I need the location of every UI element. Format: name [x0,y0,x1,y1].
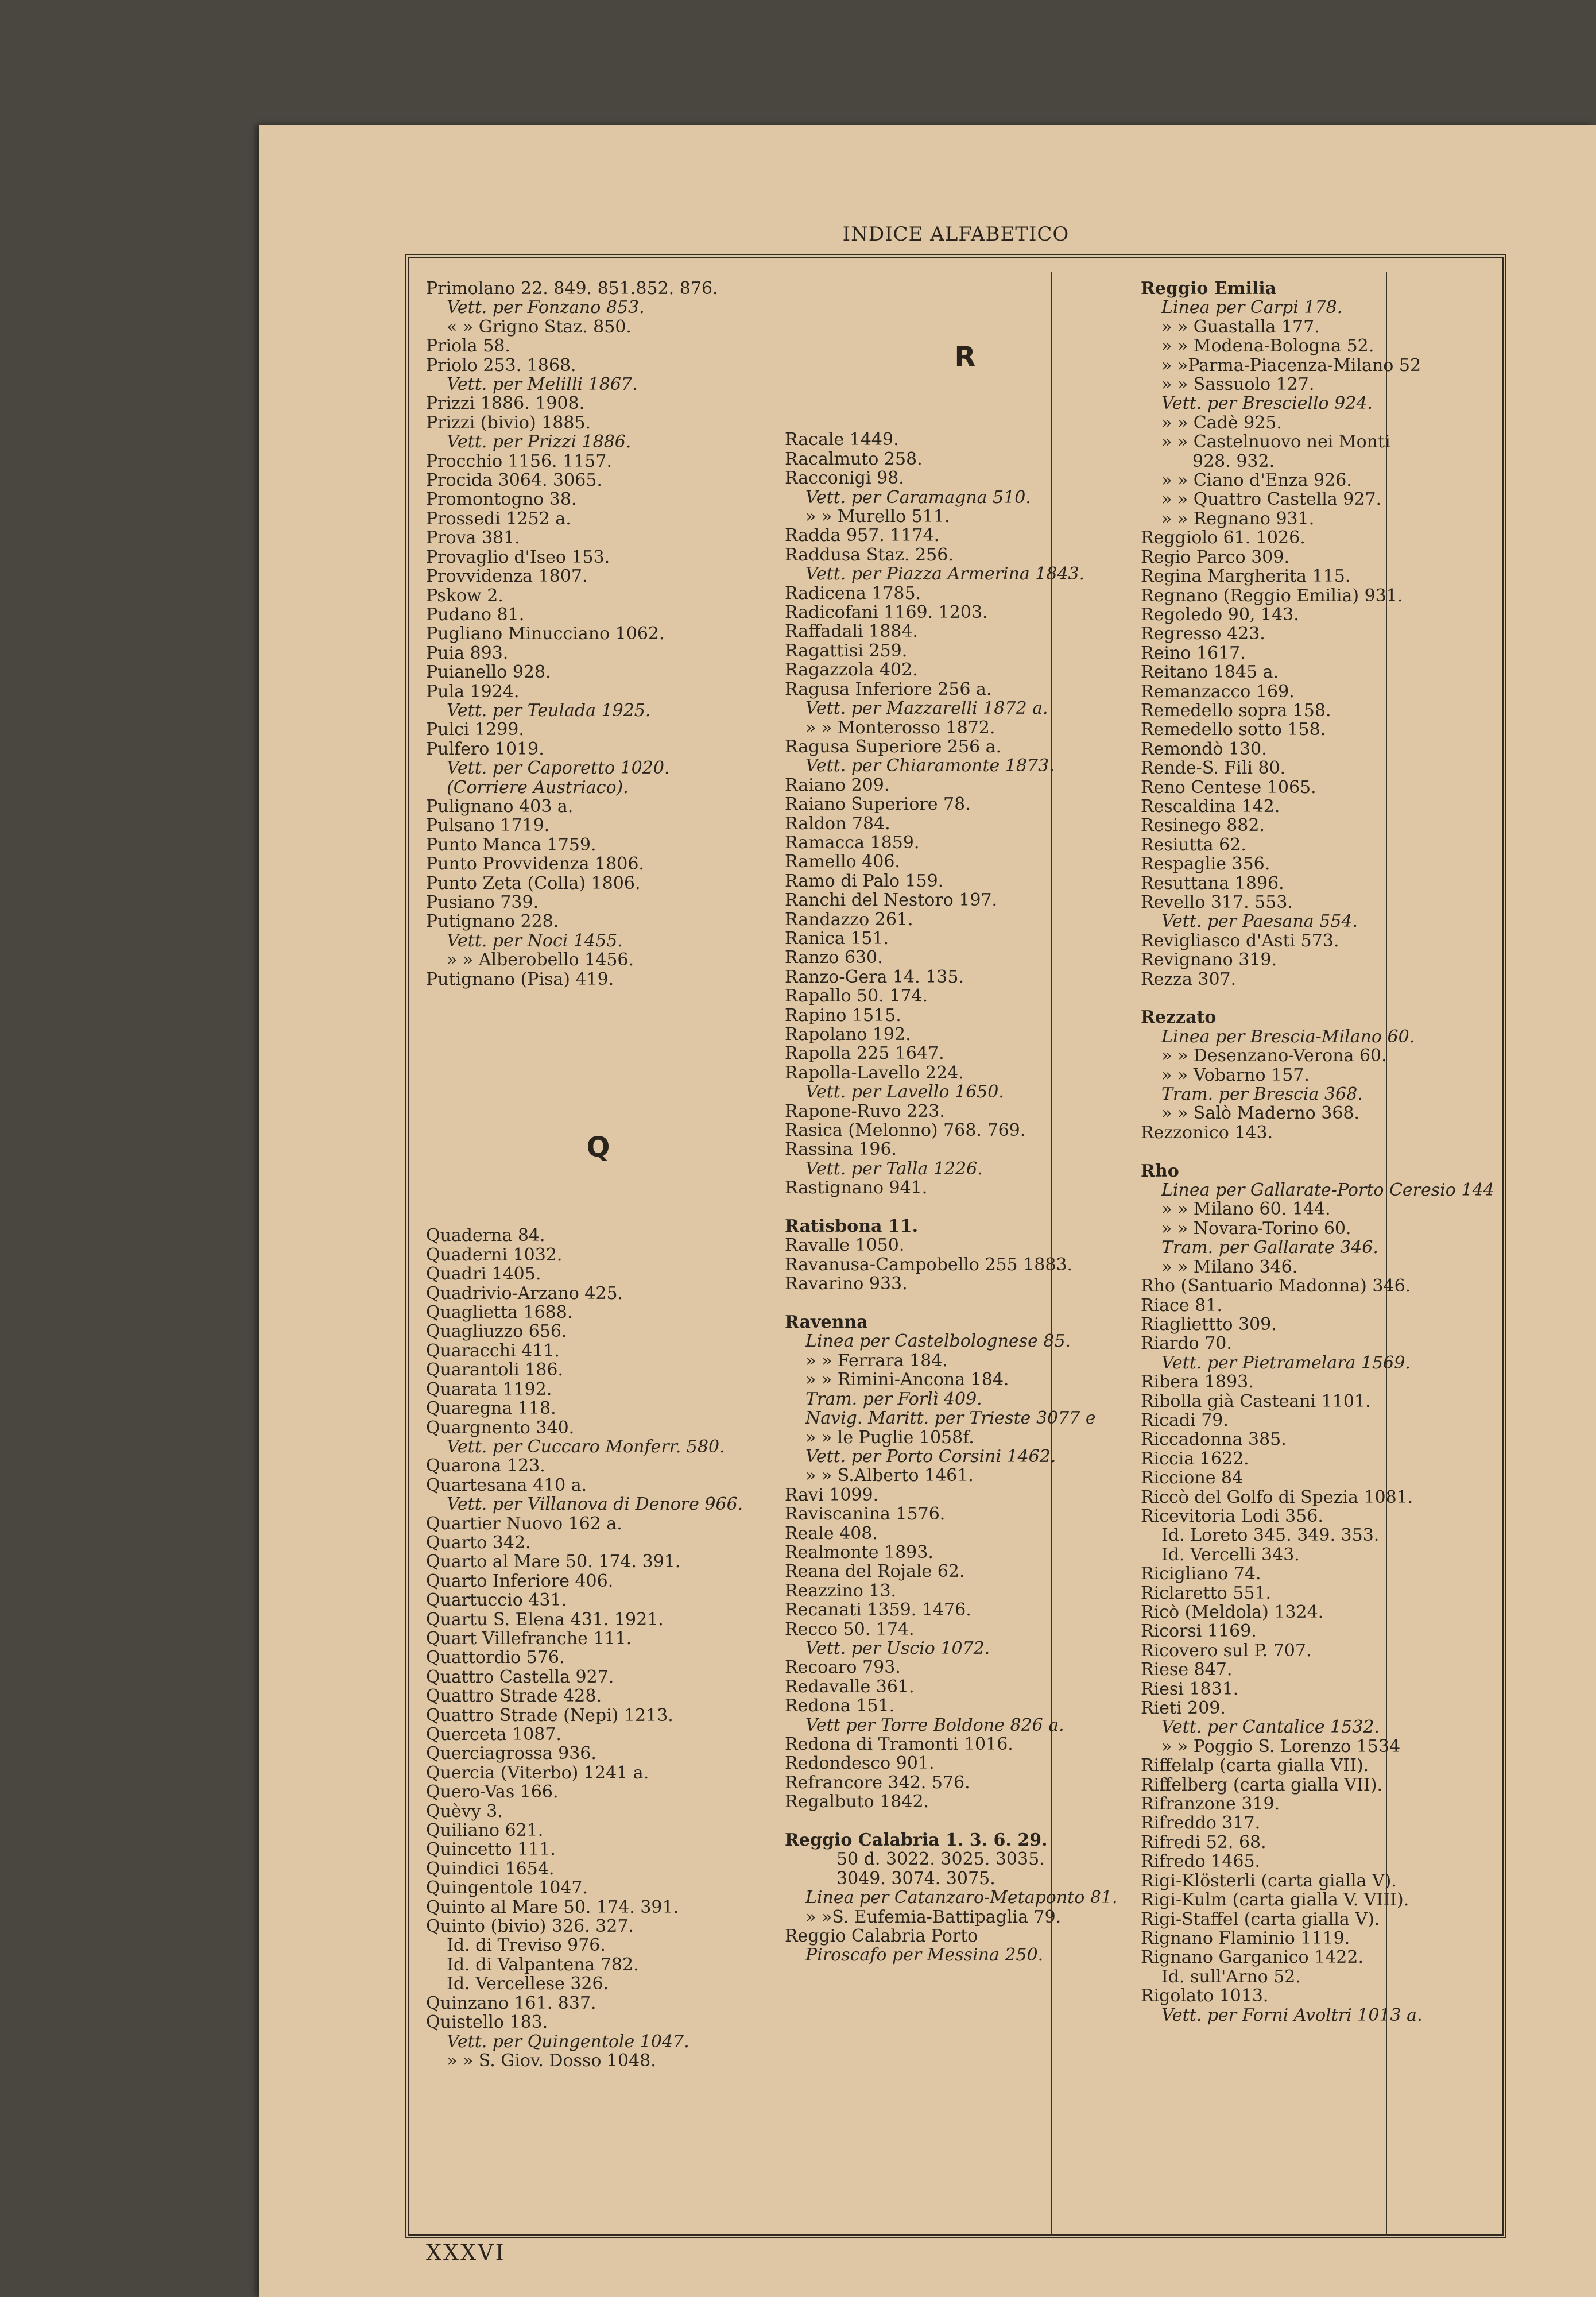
index-entry: Refrancore 342. 576. [785,1772,970,1793]
index-entry: » » Rimini-Ancona 184. [805,1370,1009,1390]
index-entry: Pugliano Minucciano 1062. [426,624,665,644]
index-entry: Vett. per Quingentole 1047. [447,2031,689,2052]
index-entry: Riclaretto 551. [1141,1583,1272,1603]
entries-re-ri [1141,279,1501,2025]
index-entry: Riagliettto 309. [1141,1314,1277,1335]
index-entry: Quinto al Mare 50. 174. 391. [426,1897,679,1917]
index-entry: Revigliasco d'Asti 573. [1141,930,1339,951]
index-entry: Provvidenza 1807. [426,566,588,587]
index-entry: Ricorsi 1169. [1141,1621,1257,1642]
index-entry: Quattro Castella 927. [426,1666,614,1687]
column-right [1141,279,1501,2232]
index-entry: Remedello sotto 158. [1141,720,1326,740]
index-entry: Rezza 307. [1141,969,1237,989]
index-entry: » » Monterosso 1872. [805,717,995,738]
index-entry: Reggio Emilia [1141,279,1277,299]
index-entry: Quartesana 410 a. [426,1475,587,1495]
index-entry: Regresso 423. [1141,624,1265,644]
index-entry: Rigi-Staffel (carta gialla V). [1141,1909,1380,1929]
index-entry: Pskow 2. [426,585,503,606]
index-entry: Quarona 123. [426,1456,545,1476]
index-entry: 928. 932. [1192,451,1275,471]
index-entry: Rende-S. Fili 80. [1141,758,1286,779]
index-entry: Riesi 1831. [1141,1679,1239,1699]
index-entry: « » Grigno Staz. 850. [447,316,632,337]
index-entry: Ricigliano 74. [1141,1564,1261,1584]
index-entry: Priolo 253. 1868. [426,355,576,376]
index-entry: Linea per Brescia-Milano 60. [1161,1026,1415,1047]
index-entry: Ranchi del Nestoro 197. [785,890,998,911]
index-entry: Ravanusa-Campobello 255 1883. [785,1254,1073,1275]
index-entry: Punto Manca 1759. [426,834,596,855]
index-entry: Vett. per Forni Avoltri 1013 a. [1161,2005,1423,2025]
index-entry: Rho (Santuario Madonna) 346. [1141,1276,1411,1297]
index-entry: Reino 1617. [1141,643,1246,663]
index-entry: Rastignano 941. [785,1178,928,1198]
index-entry: » » Desenzano-Verona 60. [1161,1046,1387,1066]
index-entry: Tram. per Gallarate 346. [1161,1238,1378,1258]
index-entry: Quarto Inferiore 406. [426,1571,614,1591]
index-entry: Reazzino 13. [785,1580,897,1601]
index-entry: Quiliano 621. [426,1820,544,1841]
index-entry: Rapino 1515. [785,1005,901,1026]
index-entry: Vett. per Caramagna 510. [805,487,1031,508]
index-entry: Ragusa Superiore 256 a. [785,736,1002,757]
index-entry: Vett. per Melilli 1867. [447,374,638,395]
index-entry: Ricevitoria Lodi 356. [1141,1506,1323,1526]
index-entry: Rapallo 50. 174. [785,986,928,1007]
index-entry: Pudano 81. [426,604,525,625]
index-entry: Quistello 183. [426,2012,548,2033]
index-entry: » » Salò Maderno 368. [1161,1103,1360,1124]
index-entry: Remedello sopra 158. [1141,700,1331,721]
index-entry: Raddusa Staz. 256. [785,544,954,565]
index-entry: Resinego 882. [1141,815,1265,836]
index-entry: Raldon 784. [785,813,890,834]
index-entry: Respaglie 356. [1141,854,1270,875]
index-entry: Regalbuto 1842. [785,1792,929,1812]
index-entry: Primolano 22. 849. 851.852. 876. [426,279,718,299]
index-entry: Prizzi 1886. 1908. [426,393,585,414]
index-entry: Vett. per Mazzarelli 1872 a. [805,698,1048,719]
index-entry: » » Quattro Castella 927. [1161,489,1382,510]
index-entry: Radicena 1785. [785,583,921,604]
index-entry: » » Modena-Bologna 52. [1161,336,1374,357]
index-entry: Rieti 209. [1141,1698,1226,1719]
index-entry: Revignano 319. [1141,950,1277,970]
index-entry: Quadri 1405. [426,1264,541,1285]
index-entry: Id. di Valpantena 782. [447,1954,639,1975]
index-entry: Quargnento 340. [426,1417,575,1438]
entries-r [785,430,1145,1965]
index-entry: Racalmuto 258. [785,448,923,469]
book-page [259,125,1596,2297]
index-entry: Ravalle 1050. [785,1235,905,1256]
index-entry: Vett. per Piazza Armerina 1843. [805,564,1085,585]
index-entry: Rezzonico 143. [1141,1122,1273,1143]
index-entry: » »S. Eufemia-Battipaglia 79. [805,1907,1062,1927]
index-entry: Resuttana 1896. [1141,873,1284,894]
index-entry: Quindici 1654. [426,1858,555,1879]
index-entry: Tram. per Forlì 409. [805,1389,982,1409]
index-entry: Rifredo 1465. [1141,1851,1261,1872]
index-entry: Racale 1449. [785,430,899,450]
index-entry: Ramacca 1859. [785,832,920,853]
index-entry: Vett. per Teulada 1925. [447,700,651,721]
index-entry: Ragattisi 259. [785,640,908,661]
index-entry: Vett. per Caporetto 1020. [447,758,670,779]
index-entry: Quattro Strade (Nepi) 1213. [426,1705,673,1726]
index-entry: Remanzacco 169. [1141,681,1295,702]
index-entry: Quartu S. Elena 431. 1921. [426,1609,664,1630]
index-entry: Regina Margherita 115. [1141,566,1351,587]
index-entry: » » Murello 511. [805,506,950,527]
column-left [426,279,770,2232]
index-entry: Raiano 209. [785,775,890,795]
index-entry: Vett. per Bresciello 924. [1161,393,1373,414]
index-entry: Rapolla 225 1647. [785,1043,944,1064]
index-entry: » » Sassuolo 127. [1161,374,1315,395]
index-entry: Reggiolo 61. 1026. [1141,528,1306,548]
index-entry: Rezzato [1141,1007,1217,1028]
index-entry: Pulignano 403 a. [426,796,574,817]
index-entry: Vett. per Pietramelara 1569. [1161,1352,1411,1373]
index-entry: Riardo 70. [1141,1333,1232,1354]
index-entry: » » Milano 346. [1161,1256,1298,1277]
index-entry: Raviscanina 1576. [785,1504,946,1525]
index-entry: Randazzo 261. [785,909,913,930]
index-entry: Linea per Catanzaro-Metaponto 81. [805,1888,1118,1908]
index-entry: » » Cadè 925. [1161,412,1282,433]
index-entry: Piroscafo per Messina 250. [805,1945,1044,1966]
entries-q [426,1226,770,2070]
index-entry: Quercia (Viterbo) 1241 a. [426,1762,649,1783]
index-entry: Pulsano 1719. [426,815,550,836]
index-entry: Riccione 84 [1141,1468,1244,1488]
index-entry: Redavalle 361. [785,1676,915,1697]
index-entry: Quartier Nuovo 162 a. [426,1513,622,1534]
index-entry: Linea per Carpi 178. [1161,297,1343,318]
index-entry: Regoledo 90, 143. [1141,604,1299,625]
index-entry: Vett. per Chiaramonte 1873. [805,756,1055,776]
index-entry: Rho [1141,1161,1179,1181]
index-entry: Reggio Calabria Porto [785,1926,978,1947]
index-entry: Vett. per Cuccaro Monferr. 580. [447,1436,725,1457]
index-entry: Id. di Treviso 976. [447,1935,606,1956]
index-entry: Radda 957. 1174. [785,525,940,546]
index-entry: Navig. Maritt. per Trieste 3077 e [805,1408,1096,1429]
index-entry: Vett. per Porto Corsini 1462. [805,1446,1056,1467]
index-entry: Prizzi (bivio) 1885. [426,412,591,433]
index-entry: Procchio 1156. 1157. [426,451,613,471]
index-entry: Prova 381. [426,528,520,548]
index-entry: Raffadali 1884. [785,621,919,642]
index-entry: » » Guastalla 177. [1161,316,1320,337]
index-entry: Rifredi 52. 68. [1141,1832,1266,1853]
index-entry: Putignano (Pisa) 419. [426,969,614,989]
index-entry: Ricadi 79. [1141,1410,1229,1430]
index-entry: Reggio Calabria 1. 3. 6. 29. [785,1830,1048,1851]
index-entry: Prossedi 1252 a. [426,508,571,529]
index-entry: Linea per Castelbolognese 85. [805,1331,1071,1352]
index-entry: Quinto (bivio) 326. 327. [426,1916,634,1937]
index-entry: Rigi-Kulm (carta gialla V. VIII). [1141,1890,1409,1911]
index-entry: Pusiano 739. [426,892,539,912]
index-entry: Quattro Strade 428. [426,1686,602,1707]
index-entry: Puianello 928. [426,662,551,683]
index-entry: Querceta 1087. [426,1724,561,1745]
index-entry: Regnano (Reggio Emilia) 931. [1141,585,1403,606]
index-entry: Ratisbona 11. [785,1216,919,1237]
index-entry: Redona 151. [785,1696,895,1716]
index-entry: 50 d. 3022. 3025. 3035. [836,1849,1045,1870]
index-entry: Rigolato 1013. [1141,1986,1269,2006]
index-entry: Riccia 1622. [1141,1448,1249,1469]
index-entry: » » Ciano d'Enza 926. [1161,470,1352,491]
index-entry: Rignano Garganico 1422. [1141,1947,1363,1968]
index-entry: Ranica 151. [785,928,889,949]
index-entry: Realmonte 1893. [785,1542,933,1563]
index-entry: » » S.Alberto 1461. [805,1465,974,1486]
index-entry: Priola 58. [426,336,510,357]
index-entry: Quadrivio-Arzano 425. [426,1283,623,1304]
page-header: INDICE ALFABETICO [842,223,1070,246]
index-entry: Ranzo 630. [785,948,883,968]
index-entry: Promontogno 38. [426,489,577,510]
index-entry: Vett. per Lavello 1650. [805,1082,1004,1103]
index-entry: Recoaro 793. [785,1657,901,1678]
index-entry: Raiano Superiore 78. [785,794,971,815]
index-entry: Puia 893. [426,643,509,663]
index-entry: Ricò (Meldola) 1324. [1141,1602,1324,1622]
index-entry: Quaderni 1032. [426,1244,563,1265]
index-entry: Riffelalp (carta gialla VII). [1141,1755,1369,1776]
index-entry: Rigi-Klösterli (carta gialla V). [1141,1870,1397,1891]
index-entry: Quattordio 576. [426,1648,565,1668]
index-entry: Rifranzone 319. [1141,1794,1280,1815]
index-entry: Quaregna 118. [426,1398,556,1419]
index-entry: Quartuccio 431. [426,1590,567,1611]
index-entry: Quaglietta 1688. [426,1302,573,1323]
index-entry: Ribolla già Casteani 1101. [1141,1391,1371,1412]
index-entry: » » Milano 60. 144. [1161,1199,1331,1220]
index-entry: Riccadonna 385. [1141,1429,1287,1450]
index-entry: Quero-Vas 166. [426,1782,559,1803]
index-entry: Vett. per Paesana 554. [1161,911,1358,932]
index-entry: Quincetto 111. [426,1839,556,1860]
entries-p [426,279,770,989]
index-entry: Ramo di Palo 159. [785,871,944,891]
index-entry: Pula 1924. [426,681,520,702]
section-letter-r: R [954,341,976,373]
index-entry: Rapolano 192. [785,1024,911,1045]
index-entry: Rifreddo 317. [1141,1813,1261,1834]
index-entry: Vett. per Noci 1455. [447,930,623,951]
index-entry: Vett per Torre Boldone 826 a. [805,1715,1064,1735]
index-entry: Ribera 1893. [1141,1372,1254,1393]
index-entry: Quinzano 161. 837. [426,1993,596,2013]
index-entry: Rassina 196. [785,1139,897,1160]
index-entry: (Corriere Austriaco). [447,777,629,798]
index-entry: Riace 81. [1141,1295,1222,1316]
index-entry: Querciagrossa 936. [426,1743,596,1764]
index-entry: Linea per Gallarate-Porto Ceresio 144 [1161,1180,1494,1201]
index-entry: Redondesco 901. [785,1753,935,1774]
page-number: XXXVI [426,2240,506,2265]
index-entry: » » Castelnuovo nei Monti [1161,432,1390,453]
index-entry: Vett. per Cantalice 1532. [1161,1717,1380,1738]
index-entry: Pulci 1299. [426,720,524,740]
index-entry: Ravi 1099. [785,1484,879,1505]
index-entry: Ramello 406. [785,852,900,872]
index-entry: Rignano Flaminio 1119. [1141,1928,1350,1948]
index-entry: Punto Provvidenza 1806. [426,854,644,875]
index-entry: » » Alberobello 1456. [447,950,634,970]
index-entry: Quarantoli 186. [426,1360,563,1380]
index-entry: Quingentole 1047. [426,1878,588,1898]
column-middle [785,279,1145,2232]
index-entry: Rasica (Melonno) 768. 769. [785,1120,1026,1141]
index-entry: Rapolla-Lavello 224. [785,1062,964,1083]
index-entry: Quarto 342. [426,1532,531,1553]
index-entry: Quarto al Mare 50. 174. 391. [426,1552,681,1572]
index-entry: Quaderna 84. [426,1225,545,1246]
index-entry: Quaracchi 411. [426,1340,560,1361]
index-entry: » » Regnano 931. [1161,508,1315,529]
index-entry: Vett. per Villanova di Denore 966. [447,1494,743,1515]
index-entry: » » Novara-Torino 60. [1161,1218,1351,1239]
index-entry: Putignano 228. [426,911,559,932]
index-entry: Provaglio d'Iseo 153. [426,547,610,567]
index-entry: Rapone-Ruvo 223. [785,1101,945,1122]
index-entry: » » Ferrara 184. [805,1350,948,1371]
index-entry: Revello 317. 553. [1141,892,1293,912]
index-entry: Reana del Rojale 62. [785,1561,965,1582]
index-entry: Id. Vercelli 343. [1161,1544,1300,1565]
index-entry: Punto Zeta (Colla) 1806. [426,873,641,894]
index-entry: Reale 408. [785,1523,878,1544]
index-entry: » » Poggio S. Lorenzo 1534 [1161,1736,1401,1757]
index-entry: Id. sull'Arno 52. [1161,1966,1301,1987]
index-entry: Vett. per Prizzi 1886. [447,432,632,453]
index-entry: Tram. per Brescia 368. [1161,1084,1363,1105]
index-entry: » » le Puglie 1058f. [805,1427,974,1448]
index-entry: Recco 50. 174. [785,1619,915,1639]
index-entry: Id. Vercellese 326. [447,1974,609,1994]
index-entry: Vett. per Uscio 1072. [805,1638,990,1658]
index-entry: 3049. 3074. 3075. [836,1868,995,1889]
index-entry: Riese 847. [1141,1660,1233,1680]
index-entry: Regio Parco 309. [1141,547,1289,567]
index-entry: Racconigi 98. [785,468,904,489]
index-entry: Redona di Tramonti 1016. [785,1734,1013,1754]
index-entry: » »Parma-Piacenza-Milano 52 [1161,355,1421,376]
index-entry: Ranzo-Gera 14. 135. [785,966,964,987]
index-entry: Riccò del Golfo di Spezia 1081. [1141,1487,1413,1507]
index-entry: Vett. per Fonzano 853. [447,297,645,318]
index-entry: Ragusa Inferiore 256 a. [785,679,992,699]
index-entry: Vett. per Talla 1226. [805,1158,983,1179]
index-entry: Pulfero 1019. [426,738,544,759]
index-entry: Procida 3064. 3065. [426,470,602,491]
section-letter-q: Q [586,1131,610,1164]
index-entry: Id. Loreto 345. 349. 353. [1161,1525,1380,1546]
index-entry: Ravenna [785,1312,868,1333]
index-entry: » » Vobarno 157. [1161,1065,1310,1085]
index-entry: Reitano 1845 a. [1141,662,1279,683]
index-entry: Rescaldina 142. [1141,796,1280,817]
index-entry: Remondò 130. [1141,738,1267,759]
index-entry: Quarata 1192. [426,1379,552,1399]
index-entry: Radicofani 1169. 1203. [785,602,988,623]
index-entry: Ravarino 933. [785,1274,908,1294]
index-entry: Reno Centese 1065. [1141,777,1316,798]
index-entry: Resiutta 62. [1141,834,1246,855]
index-entry: Riffelberg (carta gialla VII). [1141,1774,1382,1795]
index-entry: Recanati 1359. 1476. [785,1600,971,1621]
index-entry: Quèvy 3. [426,1801,503,1822]
index-entry: Ragazzola 402. [785,660,918,680]
index-entry: Quagliuzzo 656. [426,1321,567,1342]
index-entry: Quart Villefranche 111. [426,1628,632,1649]
index-entry: Ricovero sul P. 707. [1141,1640,1312,1661]
index-entry: » » S. Giov. Dosso 1048. [447,2050,656,2071]
